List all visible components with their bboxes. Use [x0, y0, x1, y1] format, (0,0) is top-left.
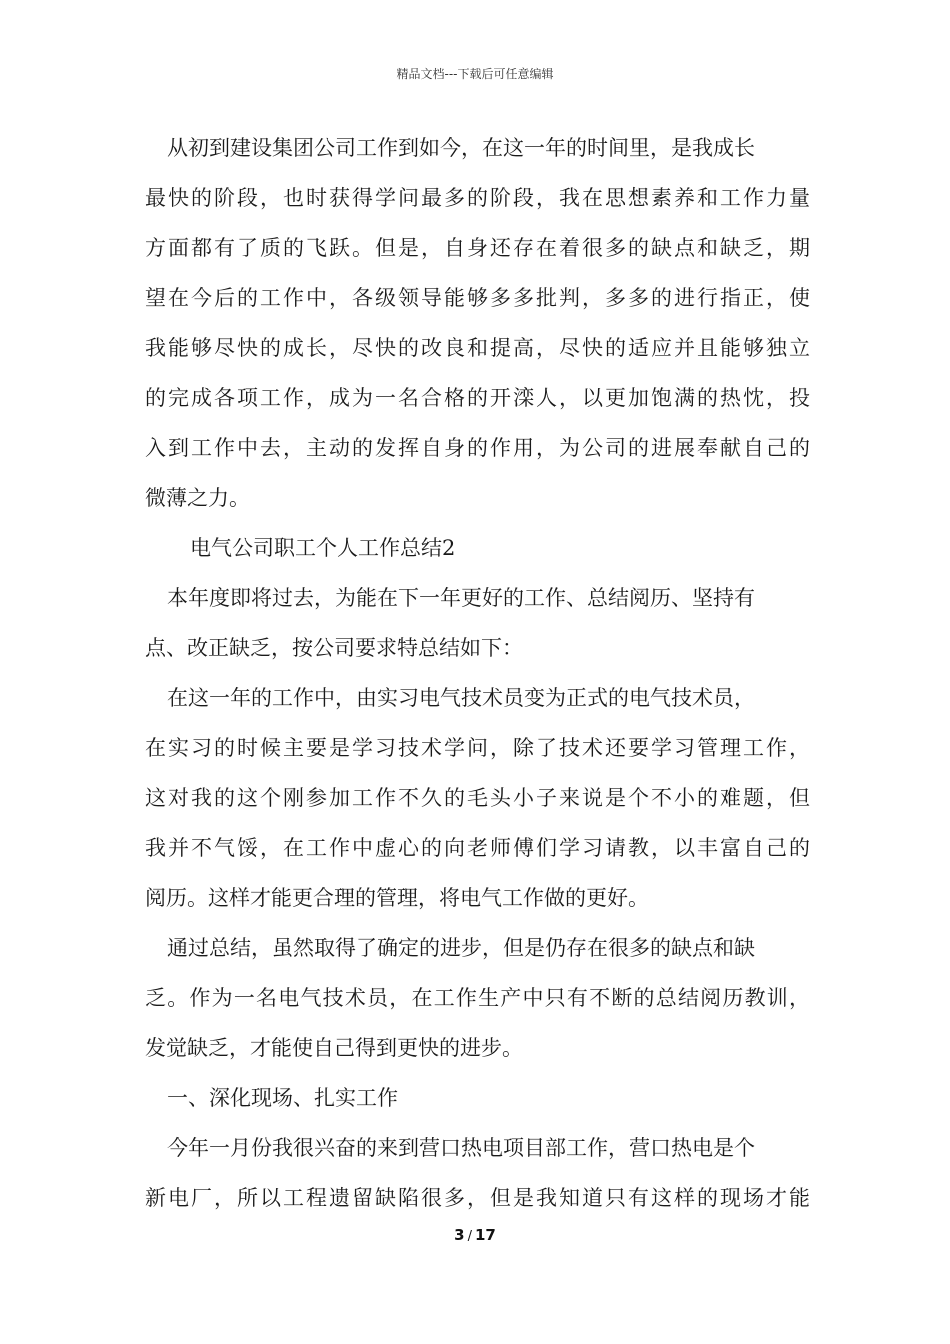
- section-heading: 电气公司职工个人工作总结2: [190, 536, 456, 560]
- page-separator: /: [467, 1229, 472, 1244]
- body-line: 在实习的时候主要是学习技术学问，除了技术还要学习管理工作，: [145, 736, 810, 760]
- body-line: 望在今后的工作中，各级领导能够多多批判，多多的进行指正，使: [145, 286, 810, 310]
- total-pages-number: 17: [474, 1226, 496, 1244]
- body-line: 点、改正缺乏，按公司要求特总结如下：: [145, 636, 523, 660]
- body-line: 这对我的这个刚参加工作不久的毛头小子来说是个不小的难题，但: [145, 786, 810, 810]
- body-line: 我并不气馁，在工作中虚心的向老师傅们学习请教，以丰富自己的: [145, 836, 810, 860]
- body-line: 阅历。这样才能更合理的管理，将电气工作做的更好。: [145, 886, 649, 910]
- body-line: 从初到建设集团公司工作到如今，在这一年的时间里，是我成长: [167, 136, 755, 160]
- page-number: [0, 1224, 950, 1248]
- body-line: 今年一月份我很兴奋的来到营口热电项目部工作，营口热电是个: [167, 1136, 755, 1160]
- document-body: [145, 128, 810, 1228]
- body-line: 在这一年的工作中，由实习电气技术员变为正式的电气技术员，: [167, 686, 755, 710]
- body-line: 我能够尽快的成长，尽快的改良和提高，尽快的适应并且能够独立: [145, 336, 810, 360]
- body-line: 的完成各项工作，成为一名合格的开滦人，以更加饱满的热忱，投: [145, 386, 810, 410]
- subsection-heading: 一、深化现场、扎实工作: [167, 1086, 398, 1110]
- body-line: 通过总结，虽然取得了确定的进步，但是仍存在很多的缺点和缺: [167, 936, 755, 960]
- current-page-number: 3: [454, 1226, 465, 1244]
- body-line: 本年度即将过去，为能在下一年更好的工作、总结阅历、坚持有: [167, 586, 755, 610]
- body-line: 新电厂，所以工程遗留缺陷很多，但是我知道只有这样的现场才能: [145, 1186, 810, 1210]
- body-line: 发觉缺乏，才能使自己得到更快的进步。: [145, 1036, 523, 1060]
- page-header: 精品文档---下载后可任意编辑: [396, 67, 554, 81]
- body-line: 方面都有了质的飞跃。但是，自身还存在着很多的缺点和缺乏，期: [145, 236, 810, 260]
- body-line: 入到工作中去，主动的发挥自身的作用，为公司的进展奉献自己的: [145, 436, 810, 460]
- body-line: 最快的阶段，也时获得学问最多的阶段，我在思想素养和工作力量: [145, 186, 810, 210]
- body-line: 乏。作为一名电气技术员，在工作生产中只有不断的总结阅历教训，: [145, 986, 810, 1010]
- body-line: 微薄之力。: [145, 486, 250, 510]
